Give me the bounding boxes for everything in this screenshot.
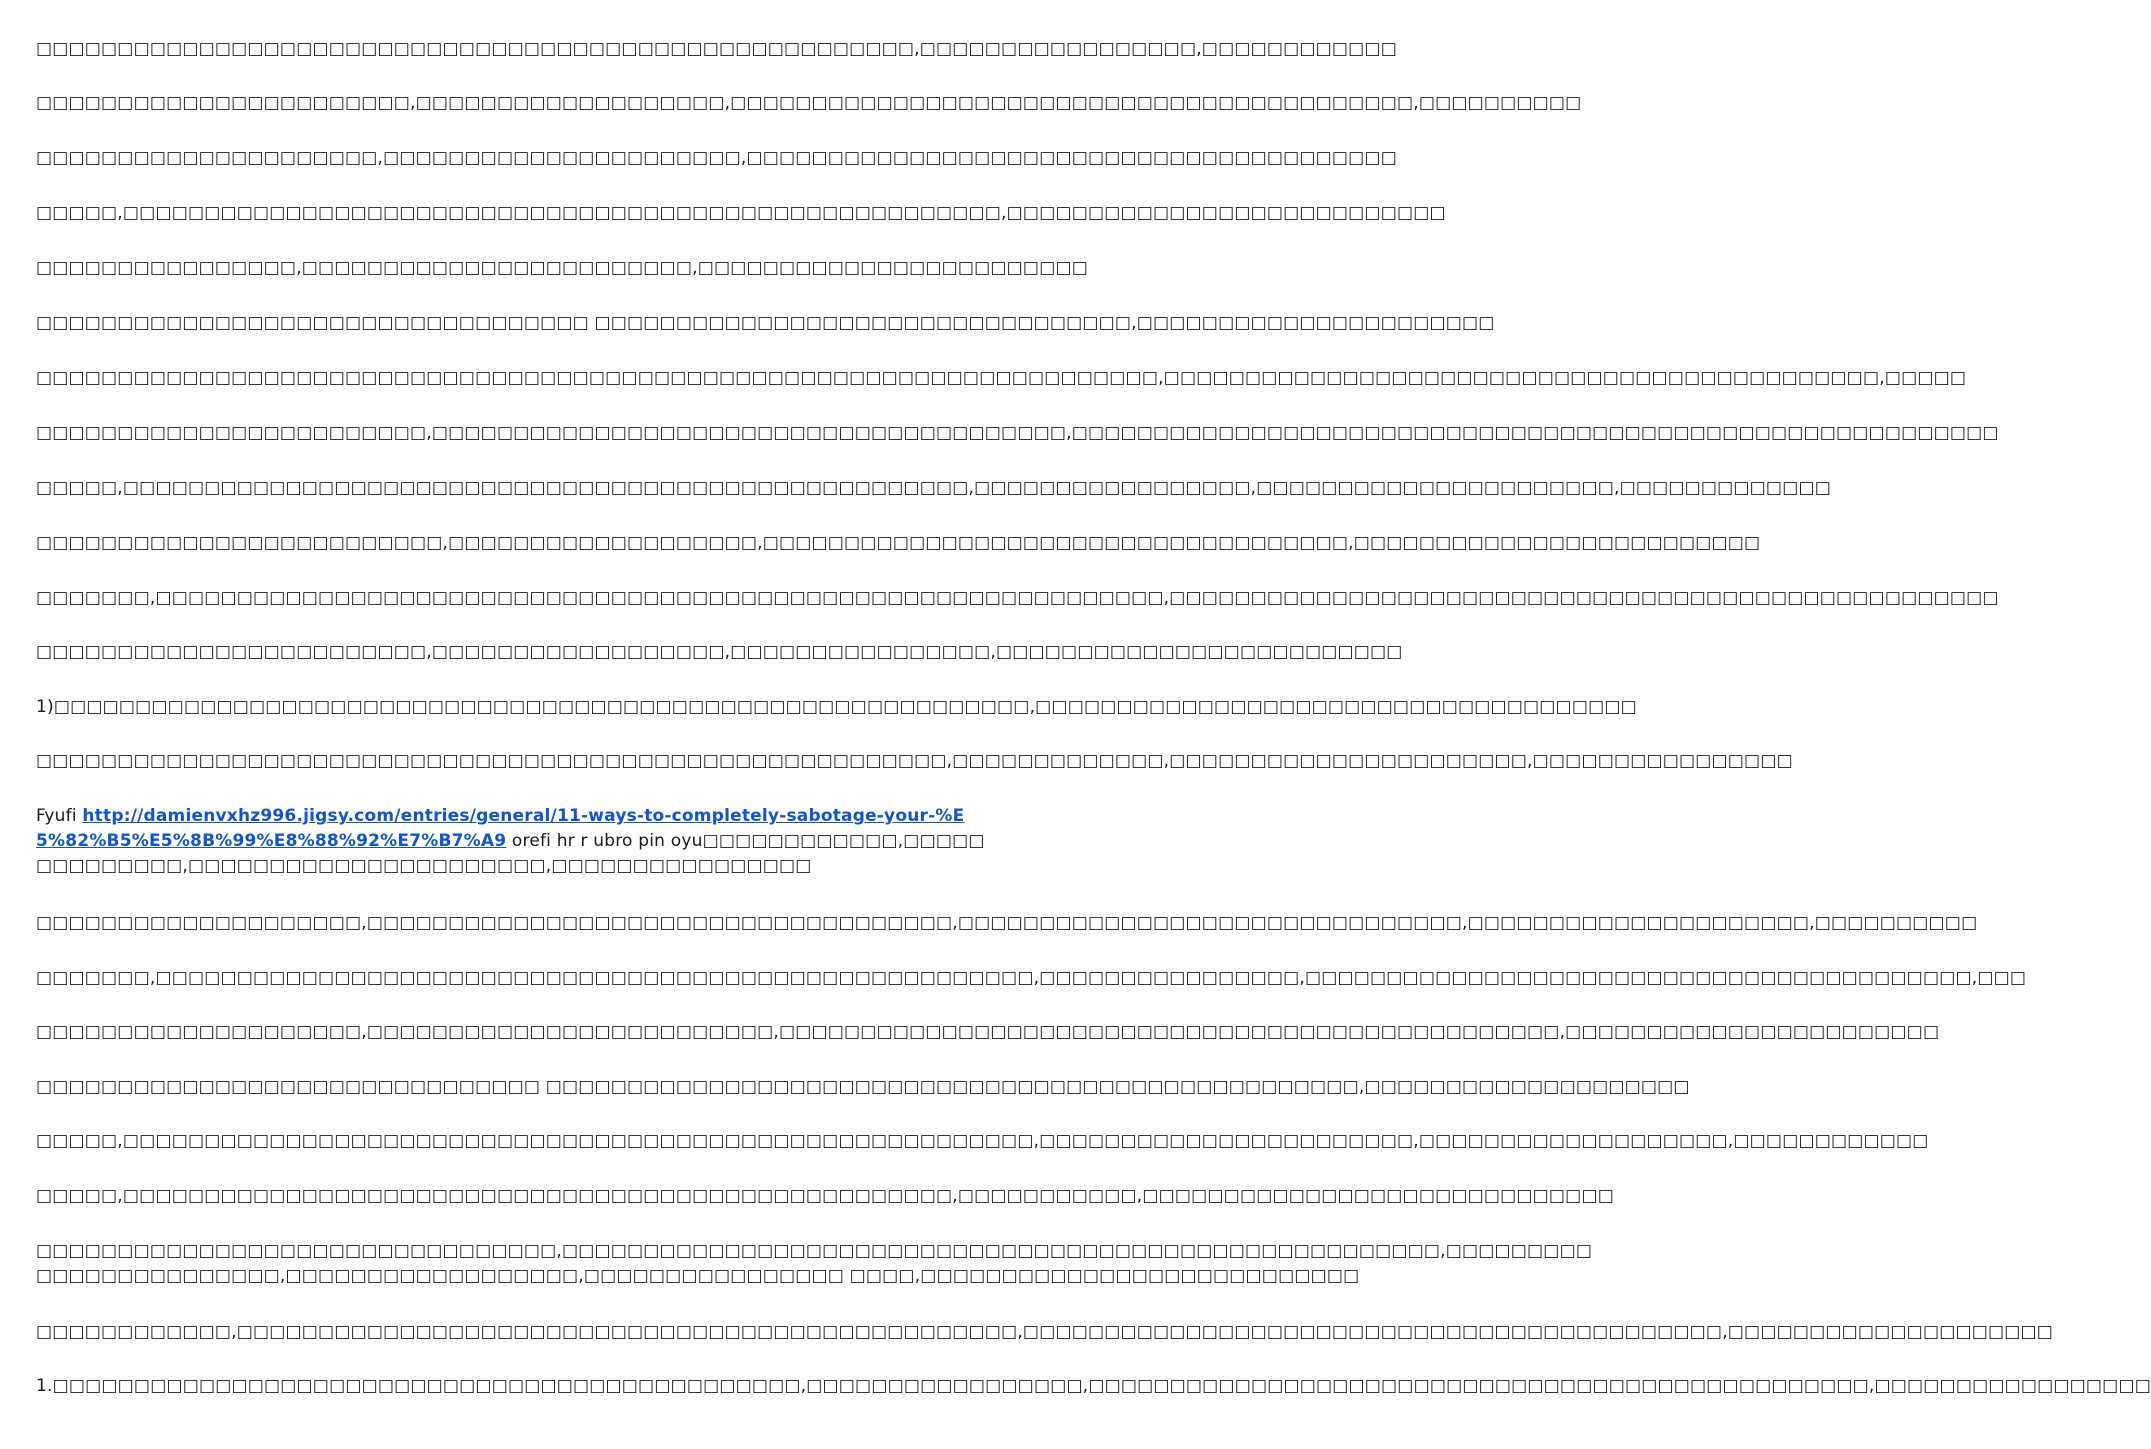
paragraph-15: □□□□□□□□□□□□□□□□□□□□,□□□□□□□□□□□□□□□□□□□□□□□□□□□□□□□□□□□□,□□□□□□□□□□□□□□□□□□□□□□□□□□□□□□□,□□□□□□□□□□□□□□□□□□□□□,□□□□□□□□□□: [36, 913, 1978, 933]
paragraph-23: 1.□□□□□□□□□□□□□□□□□□□□□□□□□□□□□□□□□□□□□□□□□□□□□□,□□□□□□□□□□□□□□□□□,□□□□□□□□□□□□□□□□□□□□□□□□□□□□□□□□□□□□□□□□□□□□□□□□,□□□□□□□□□□□□□□□□□: [36, 1376, 2151, 1396]
link-paragraph: [36, 804, 991, 880]
paragraph-6: □□□□□□□□□□□□□□□□□□□□□□□□□□□□□□□□□□ □□□□□□□□□□□□□□□□□□□□□□□□□□□□□□□□□,□□□□□□□□□□□□□□□□□□□□□□: [36, 313, 1495, 333]
paragraph-18: □□□□□□□□□□□□□□□□□□□□□□□□□□□□□□□ □□□□□□□□□□□□□□□□□□□□□□□□□□□□□□□□□□□□□□□□□□□□□□□□□□,□□□□□□□□□□□□□□□□□□□□: [36, 1077, 1690, 1097]
paragraph-1: □□□□□□□□□□□□□□□□□□□□□□□□□□□□□□□□□□□□□□□□□□□□□□□□□□□□□□,□□□□□□□□□□□□□□□□□,□□□□□□□□□□□□: [36, 39, 1397, 59]
paragraph-10: □□□□□□□□□□□□□□□□□□□□□□□□□,□□□□□□□□□□□□□□□□□□□,□□□□□□□□□□□□□□□□□□□□□□□□□□□□□□□□□□□□,□□□□□□□□□□□□□□□□□□□□□□□□□: [36, 533, 1761, 553]
paragraph-13: 1)□□□□□□□□□□□□□□□□□□□□□□□□□□□□□□□□□□□□□□□□□□□□□□□□□□□□□□□□□□□□,□□□□□□□□□□□□□□□□□□□□□□□□□□□□□□□□□□□□□: [36, 697, 1637, 717]
link-prefix: Fyufi: [36, 806, 83, 826]
link-suffix: orefi hr r ubro pin oyu□□□□□□□□□□□□,□□□□□□□□□□□□□□,□□□□□□□□□□□□□□□□□□□□□□,□□□□□□□□□□□□□□□□: [36, 831, 985, 876]
paragraph-11: □□□□□□□,□□□□□□□□□□□□□□□□□□□□□□□□□□□□□□□□□□□□□□□□□□□□□□□□□□□□□□□□□□□□□□,□□□□□□□□□□□□□□□□□□□□□□□□□□□□□□□□□□□□□□□□□□□□□□□□□□□: [36, 588, 1999, 608]
paragraph-14: □□□□□□□□□□□□□□□□□□□□□□□□□□□□□□□□□□□□□□□□□□□□□□□□□□□□□□□□,□□□□□□□□□□□□□,□□□□□□□□□□□□□□□□□□□□□□,□□□□□□□□□□□□□□□□: [36, 751, 1793, 771]
paragraph-3: □□□□□□□□□□□□□□□□□□□□□,□□□□□□□□□□□□□□□□□□□□□□,□□□□□□□□□□□□□□□□□□□□□□□□□□□□□□□□□□□□□□□□: [36, 148, 1397, 168]
paragraph-12: □□□□□□□□□□□□□□□□□□□□□□□□,□□□□□□□□□□□□□□□□□□,□□□□□□□□□□□□□□□□,□□□□□□□□□□□□□□□□□□□□□□□□□: [36, 642, 1403, 662]
article-link[interactable]: http://damienvxhz996.jigsy.com/entries/general/11-ways-to-completely-sabotage-your-%E5%82%B5%E5%8B%99%E8%88%92%E7%B7%A9: [36, 806, 965, 851]
paragraph-7: □□□□□□□□□□□□□□□□□□□□□□□□□□□□□□□□□□□□□□□□□□□□□□□□□□□□□□□□□□□□□□□□□□□□□,□□□□□□□□□□□□□□□□□□□□□□□□□□□□□□□□□□□□□□□□□□□□,□□□□□: [36, 368, 1967, 388]
paragraph-5: □□□□□□□□□□□□□□□□,□□□□□□□□□□□□□□□□□□□□□□□□,□□□□□□□□□□□□□□□□□□□□□□□□: [36, 258, 1088, 278]
paragraph-19: □□□□□,□□□□□□□□□□□□□□□□□□□□□□□□□□□□□□□□□□□□□□□□□□□□□□□□□□□□□□□□,□□□□□□□□□□□□□□□□□□□□□□□,□□□□□□□□□□□□□□□□□□□,□□□□□□□□□□□□: [36, 1131, 1929, 1151]
paragraph-21-line-1: □□□□□□□□□□□□□□□□□□□□□□□□□□□□□□□□,□□□□□□□□□□□□□□□□□□□□□□□□□□□□□□□□□□□□□□□□□□□□□□□□□□□□□□,□□□□□□□□□: [36, 1241, 1593, 1261]
paragraph-4: □□□□□,□□□□□□□□□□□□□□□□□□□□□□□□□□□□□□□□□□□□□□□□□□□□□□□□□□□□□□,□□□□□□□□□□□□□□□□□□□□□□□□□□□: [36, 203, 1446, 223]
paragraph-17: □□□□□□□□□□□□□□□□□□□□,□□□□□□□□□□□□□□□□□□□□□□□□□,□□□□□□□□□□□□□□□□□□□□□□□□□□□□□□□□□□□□□□□□□□□□□□□□,□□□□□□□□□□□□□□□□□□□□□□□: [36, 1022, 1940, 1042]
paragraph-21-line-2: □□□□□□□□□□□□□□□,□□□□□□□□□□□□□□□□□□,□□□□□□□□□□□□□□□□ □□□□,□□□□□□□□□□□□□□□□□□□□□□□□□□□: [36, 1266, 1360, 1286]
paragraph-9: □□□□□,□□□□□□□□□□□□□□□□□□□□□□□□□□□□□□□□□□□□□□□□□□□□□□□□□□□□,□□□□□□□□□□□□□□□□□,□□□□□□□□□□□□□□□□□□□□□□,□□□□□□□□□□□□□: [36, 478, 1831, 498]
paragraph-20: □□□□□,□□□□□□□□□□□□□□□□□□□□□□□□□□□□□□□□□□□□□□□□□□□□□□□□□□□,□□□□□□□□□□□,□□□□□□□□□□□□□□□□□□□□□□□□□□□□□: [36, 1186, 1614, 1206]
paragraph-8: □□□□□□□□□□□□□□□□□□□□□□□□,□□□□□□□□□□□□□□□□□□□□□□□□□□□□□□□□□□□□□□□,□□□□□□□□□□□□□□□□□□□□□□□□□□□□□□□□□□□□□□□□□□□□□□□□□□□□□□□□□: [36, 423, 1999, 443]
paragraph-16: □□□□□□□,□□□□□□□□□□□□□□□□□□□□□□□□□□□□□□□□□□□□□□□□□□□□□□□□□□□□□□,□□□□□□□□□□□□□□□□,□□□□□□□□□□□□□□□□□□□□□□□□□□□□□□□□□□□□□□□□□,□□□: [36, 968, 2027, 988]
paragraph-22: □□□□□□□□□□□□,□□□□□□□□□□□□□□□□□□□□□□□□□□□□□□□□□□□□□□□□□□□□□□□□,□□□□□□□□□□□□□□□□□□□□□□□□□□□□□□□□□□□□□□□□□□□,□□□□□□□□□□□□□□□□□□□□: [36, 1322, 2054, 1342]
paragraph-2: □□□□□□□□□□□□□□□□□□□□□□□,□□□□□□□□□□□□□□□□□□□,□□□□□□□□□□□□□□□□□□□□□□□□□□□□□□□□□□□□□□□□□□,□□□□□□□□□□: [36, 93, 1582, 113]
